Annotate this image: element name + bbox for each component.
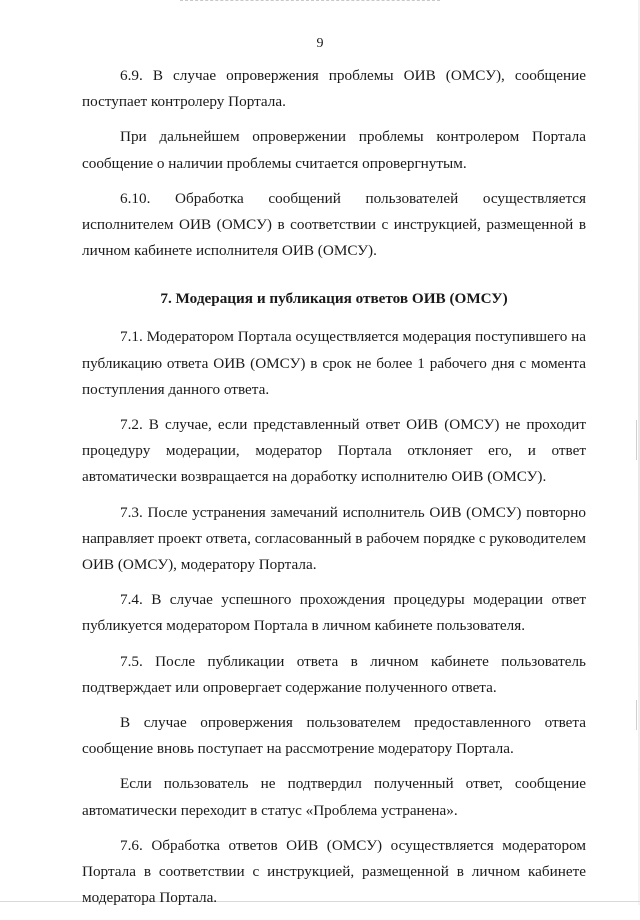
paragraph: 6.10. Обработка сообщений пользователей осуществляется исполнителем ОИВ (ОМСУ) в соответствии с инструкцией, размещенной в личном кабинете исполнителя ОИВ (ОМСУ). xyxy=(82,189,586,260)
paragraph: В случае опровержения пользователем предоставленного ответа сообщение вновь поступает на рассмотрение модератору Портала. xyxy=(82,714,586,758)
scan-artifact-mark xyxy=(636,700,637,730)
page-number: 9 xyxy=(316,36,324,51)
paragraph: 7.2. В случае, если представленный ответ ОИВ (ОМСУ) не проходит процедуру модерации, модератор Портала отклоняет его, и ответ автоматически возвращается на доработку исполнителю ОИВ (ОМСУ). xyxy=(82,416,586,486)
scan-artifact-top xyxy=(180,0,440,5)
section-heading: 7. Модерация и публикация ответов ОИВ (ОМСУ) xyxy=(160,290,508,308)
scan-artifact-mark xyxy=(636,420,637,460)
paragraph: При дальнейшем опровержении проблемы контролером Портала сообщение о наличии проблемы считается опровергнутым. xyxy=(82,128,586,172)
paragraph: Если пользователь не подтвердил полученный ответ, сообщение автоматически переходит в статус «Проблема устранена». xyxy=(82,775,586,819)
paragraph: 7.4. В случае успешного прохождения процедуры модерации ответ публикуется модератором Портала в личном кабинете пользователя. xyxy=(82,591,586,635)
paragraph: 7.1. Модератором Портала осуществляется модерация поступившего на публикацию ответа ОИВ (ОМСУ) в срок не более 1 рабочего дня с момента поступления данного ответа. xyxy=(82,328,586,398)
paragraph: 7.3. После устранения замечаний исполнитель ОИВ (ОМСУ) повторно направляет проект ответа, согласованный в рабочем порядке с руководителем ОИВ (ОМСУ), модератору Портала. xyxy=(82,503,586,574)
document-body xyxy=(82,63,586,920)
paragraph: 7.6. Обработка ответов ОИВ (ОМСУ) осуществляется модератором Портала в соответствии с инструкцией, размещенной в личном кабинете модератора Портала. xyxy=(82,836,586,907)
paragraph: 7.5. После публикации ответа в личном кабинете пользователь подтверждает или опровергает содержание полученного ответа. xyxy=(82,652,586,696)
paragraph: 6.9. В случае опровержения проблемы ОИВ (ОМСУ), сообщение поступает контролеру Портала. xyxy=(82,67,586,111)
